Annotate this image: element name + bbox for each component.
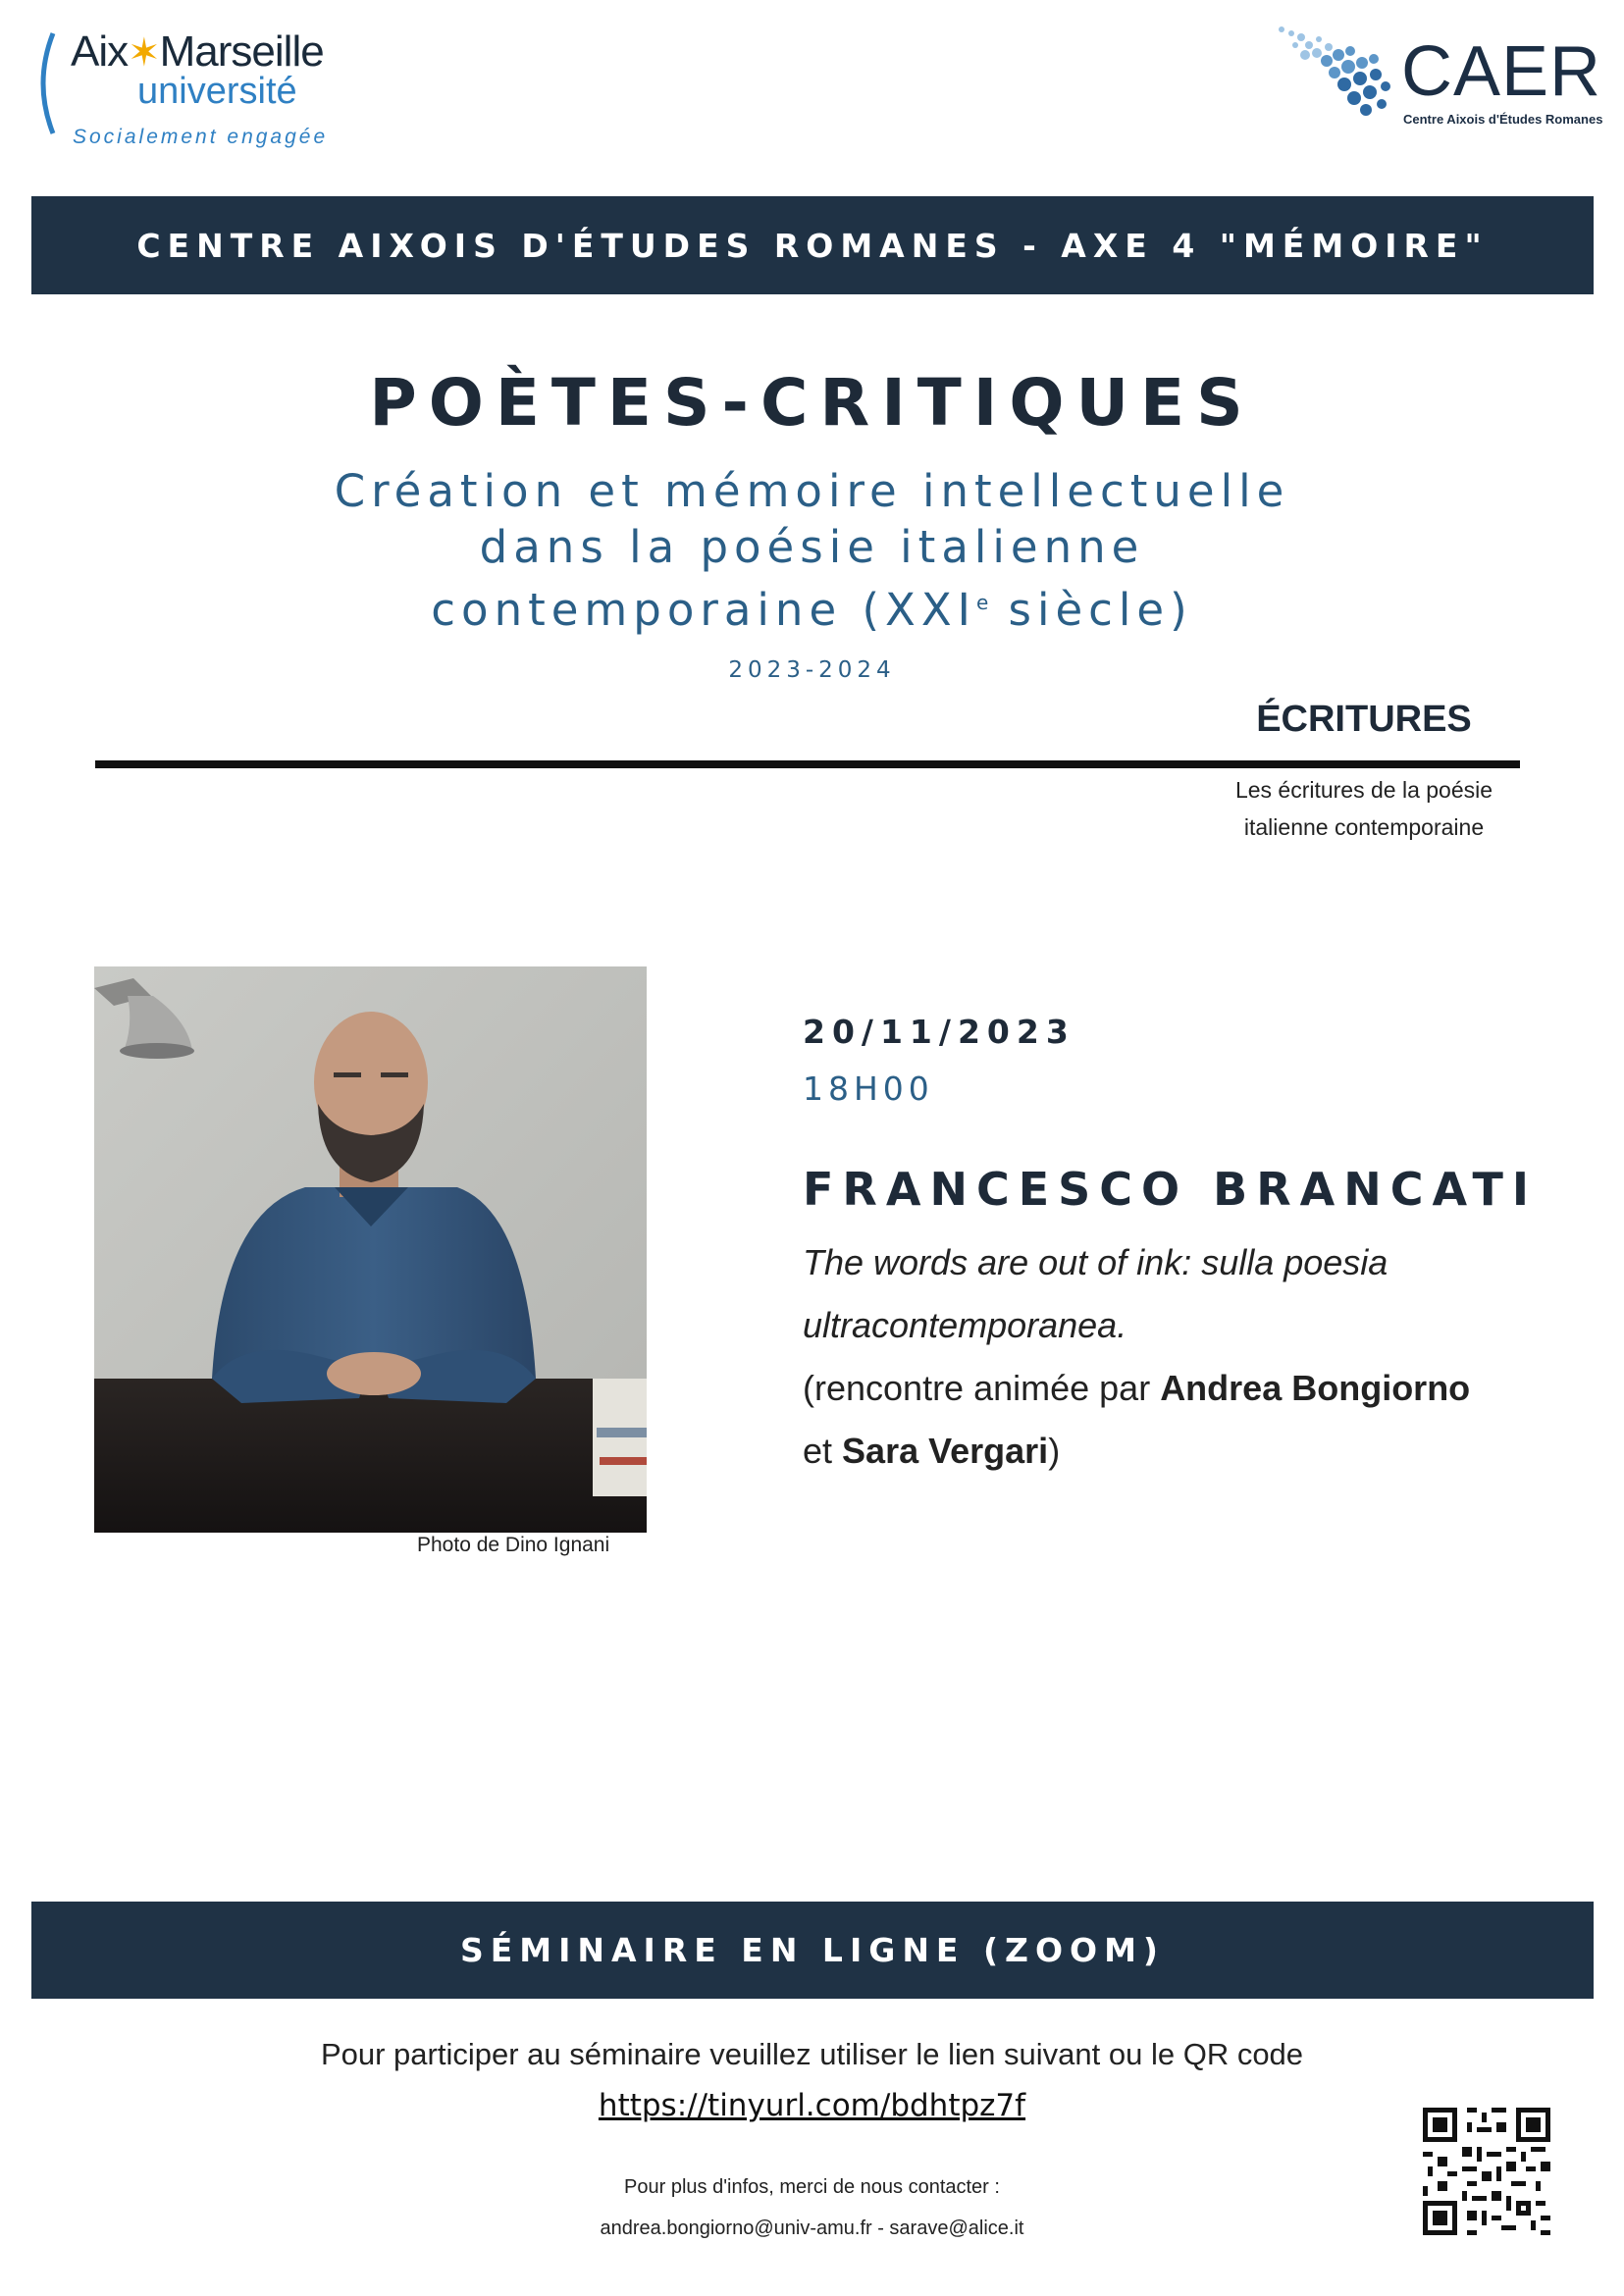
amu-bracket-icon bbox=[29, 29, 59, 137]
contact-label: Pour plus d'infos, merci de nous contacter : bbox=[624, 2176, 1000, 2198]
section-name: ÉCRITURES bbox=[1256, 699, 1472, 740]
event-date: 20/11/2023 bbox=[803, 1013, 1075, 1051]
contact-emails[interactable]: andrea.bongiorno@univ-amu.fr - sarave@alice.it bbox=[600, 2218, 1024, 2239]
talk-details bbox=[803, 1231, 1568, 1483]
page-subtitle bbox=[0, 463, 1624, 638]
speaker-photo-image bbox=[94, 966, 647, 1533]
amu-logo-universite: université bbox=[137, 71, 297, 112]
amu-logo bbox=[29, 22, 363, 148]
seminar-link[interactable]: https://tinyurl.com/bdhtpz7f bbox=[598, 2088, 1026, 2123]
moderator-1: Andrea Bongiorno bbox=[1160, 1368, 1471, 1408]
subtitle-line-2: dans la poésie italienne bbox=[479, 521, 1145, 573]
photo-credit: Photo de Dino Ignani bbox=[417, 1534, 610, 1556]
speaker-name: FRANCESCO BRANCATI bbox=[803, 1163, 1538, 1216]
participate-text: Pour participer au séminaire veuillez utiliser le lien suivant ou le QR code bbox=[320, 2037, 1304, 2071]
subtitle-line-3: contemporaine (XXIe siècle) bbox=[431, 584, 1193, 636]
divider bbox=[95, 760, 1520, 768]
moderator-2: Sara Vergari bbox=[842, 1431, 1049, 1471]
moderation-line-1: (rencontre animée par Andrea Bongiorno bbox=[803, 1368, 1471, 1408]
event-time: 18H00 bbox=[803, 1070, 934, 1108]
caer-title: CAER bbox=[1401, 32, 1602, 111]
caer-logo bbox=[1276, 24, 1603, 131]
moderation-line-2: et Sara Vergari) bbox=[803, 1431, 1061, 1471]
talk-title-line-1: The words are out of ink: sulla poesia bbox=[803, 1242, 1388, 1282]
header-band: CENTRE AIXOIS D'ÉTUDES ROMANES - AXE 4 "MÉMOIRE" bbox=[31, 196, 1594, 294]
amu-logo-tagline: Socialement engagée bbox=[73, 126, 329, 148]
section-description: Les écritures de la poésie italienne contemporaine bbox=[1234, 777, 1493, 840]
talk-title-line-2: ultracontemporanea. bbox=[803, 1305, 1127, 1345]
footer-band: SÉMINAIRE EN LIGNE (ZOOM) bbox=[31, 1902, 1594, 1999]
subtitle-line-1: Création et mémoire intellectuelle bbox=[334, 465, 1290, 517]
page-title: POÈTES-CRITIQUES bbox=[369, 365, 1255, 441]
qr-code-icon[interactable] bbox=[1423, 2108, 1550, 2235]
amu-star-icon: ✶ bbox=[128, 31, 160, 75]
amu-logo-name: Aix✶Marseille bbox=[71, 27, 324, 76]
speaker-photo bbox=[94, 966, 647, 1533]
caer-subtitle: Centre Aixois d'Études Romanes bbox=[1403, 112, 1603, 127]
caer-dots-icon bbox=[1276, 24, 1398, 122]
academic-years: 2023-2024 bbox=[728, 657, 896, 683]
